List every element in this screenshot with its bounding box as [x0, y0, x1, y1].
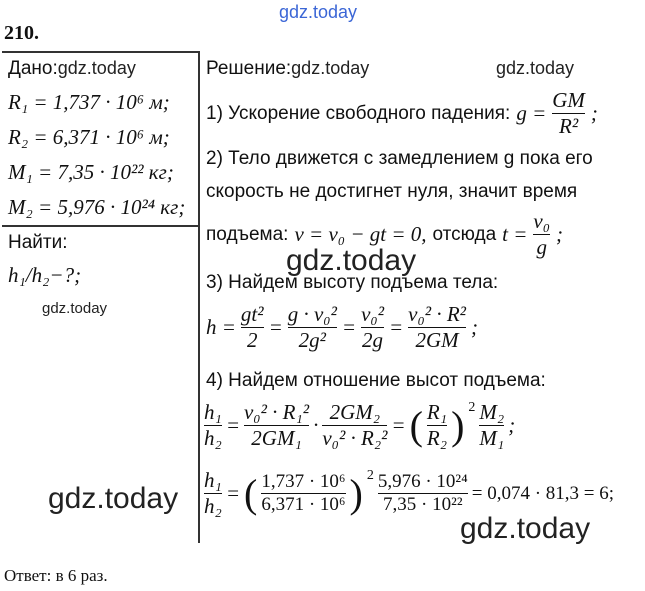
- watermark-solution-b: gdz.today: [496, 58, 575, 78]
- watermark-top: gdz.today: [279, 2, 358, 22]
- watermark-find: gdz.today: [42, 300, 108, 317]
- step3-text: 3) Найдем высоту подъема тела:: [206, 272, 499, 293]
- step2-fraction: $\frac{\text{v₀}}{g}$: [533, 209, 551, 259]
- watermark-solution-a: gdz.today: [291, 58, 370, 78]
- find-title: Найти:: [8, 232, 68, 253]
- given-r1: R₁ = 1,737 · 10⁶ м;: [8, 90, 170, 114]
- step1: 1) Ускорение свободного падения: g = $\frac{GM}{\text{R²}}$ ;: [206, 88, 598, 138]
- step4-formula: $\frac{\text{h₁}}{\text{h₂}}$ = $\frac{\text{v₀² · R₁²}}{\text{2GM₁}}$ · $\frac{\text{2GM₂}}{\text{v₀² · R₂²}}$ = ( $\frac{\text{R₁}}{\text{R₂}}$ ) 2 $\frac{\text{M₂}}{\text{M₁}}$ ;: [204, 400, 516, 450]
- solution-title: Решение:gdz.today: [206, 58, 370, 79]
- step4-text: 4) Найдем отношение высот подъема:: [206, 370, 546, 391]
- watermark-bottom-left: gdz.today: [48, 482, 179, 515]
- step2-line1: 2) Тело движется с замедлением g пока его: [206, 148, 593, 169]
- step5-result: = 0,074 · 81,3 = 6;: [471, 482, 615, 504]
- given-bottom-border: [2, 225, 198, 227]
- given-r2: R₂ = 6,371 · 10⁶ м;: [8, 125, 170, 149]
- watermark-bottom-right: gdz.today: [460, 512, 591, 545]
- step2-line2: скорость не достигнет нуля, значит время: [206, 181, 578, 202]
- step2-equation: v = v₀ − gt = 0,: [294, 222, 427, 246]
- find-item: h₁/h₂−?;: [8, 263, 82, 287]
- step1-lhs: g =: [516, 101, 547, 125]
- step2-line3: подъема: v = v₀ − gt = 0, отсюда t = $\frac{\text{v₀}}{g}$ ;: [206, 209, 564, 259]
- step1-den: R²: [559, 114, 579, 138]
- answer: Ответ: в 6 раз.: [4, 566, 108, 585]
- vertical-divider: [198, 51, 200, 543]
- watermark-mid: gdz.today: [286, 244, 417, 277]
- given-title: Дано:gdz.today: [8, 58, 136, 79]
- step5-formula: $\frac{\text{h₁}}{\text{h₂}}$ = ( $\frac{\text{1,737 · 10⁶}}{\text{6,371 · 10⁶}}$ ) 2 $\frac{\text{5,976 · 10²⁴}}{\text{7,35 · 10²²}}$ = 0,074 · 81,3 = 6;: [204, 468, 615, 518]
- given-top-border: [2, 51, 198, 53]
- step1-text: 1) Ускорение свободного падения:: [206, 102, 511, 124]
- step1-num: GM: [552, 88, 585, 112]
- step1-fraction: [552, 88, 585, 139]
- given-m1: M₁ = 7,35 · 10²² кг;: [8, 160, 174, 184]
- problem-number: 210.: [4, 22, 39, 44]
- given-m2: M₂ = 5,976 · 10²⁴ кг;: [8, 195, 186, 219]
- step3-formula: h = $\frac{\text{gt²}}{2}$ = $\frac{\text{g · v₀²}}{\text{2g²}}$ = $\frac{\text{v₀²}}{2g}$ = $\frac{\text{v₀² · R²}}{2GM}$ ;: [206, 302, 478, 352]
- watermark-given: gdz.today: [57, 58, 136, 78]
